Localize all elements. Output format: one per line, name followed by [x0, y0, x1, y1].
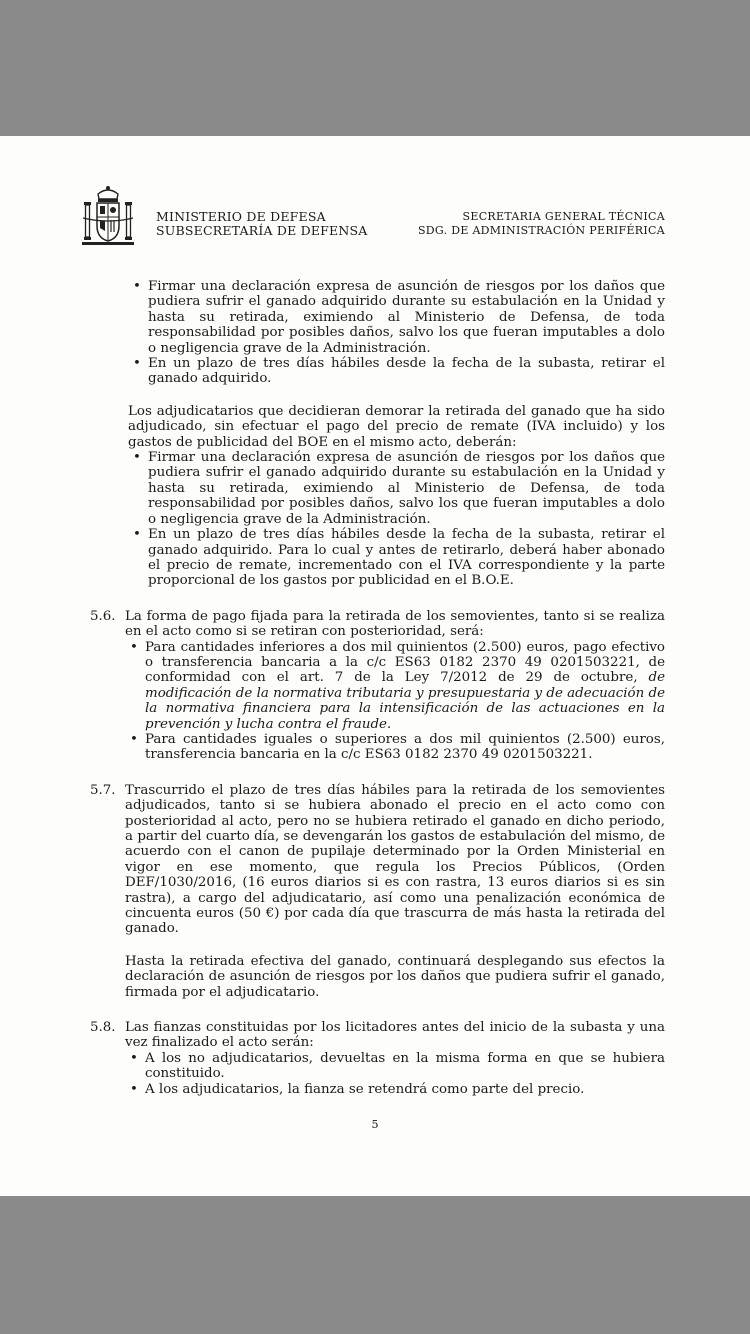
payment-bullet-list [125, 640, 665, 763]
list-item: • A los adjudicatarios, la fianza se retendrá como parte del precio. [125, 1082, 665, 1097]
section-5-6 [90, 609, 665, 763]
bond-bullet-list [125, 1051, 665, 1097]
secretariat-line-2: SDG. DE ADMINISTRACIÓN PERIFÉRICA [417, 224, 665, 237]
law-title: de modificación de la normativa tributaria y presupuestaria y de adecuación de la normativa financiera para la intensificación de las actuaciones en la prevención y lucha contra el fraude. [145, 670, 665, 732]
section-text-2: Hasta la retirada efectiva del ganado, continuará desplegando sus efectos la declaración de asunción de riesgos por los daños que pudiera sufrir el ganado, firmada por el adjudicatario. [125, 953, 665, 1000]
ministry-line-1: MINISTERIO DE DEFESA [156, 209, 326, 224]
section-number: 5.6. [90, 608, 116, 624]
list-item: • Firmar una declaración expresa de asunción de riesgos por los daños que pudiera sufrir el ganado adquirido durante su estabulación en la Unidad y hasta su retirada, eximiendo al Ministerio de Defensa, de toda responsabilidad por posibles daños, salvo los que fueran imputables a dolo o negligencia grave de la Administración. [128, 279, 665, 356]
list-item [125, 640, 665, 732]
deferred-paragraph: Los adjudicatarios que decidieran demorar la retirada del ganado que ha sido adjudicado, sin efectuar el pago del precio de remate (IVA incluido) y los gastos de publicidad del BOE en el mismo acto, deberán: [128, 403, 665, 450]
document-body [90, 279, 665, 1097]
list-item: • A los no adjudicatarios, devueltas en la misma forma en que se hubiera constituido. [125, 1051, 665, 1082]
spain-coat-of-arms-icon [80, 184, 136, 248]
page-number: 5 [371, 1118, 379, 1131]
list-item: • En un plazo de tres días hábiles desde la fecha de la subasta, retirar el ganado adquirido. [128, 356, 665, 387]
section-text: Trascurrido el plazo de tres días hábiles para la retirada de los semovientes adjudicados, tanto si se hubiera abonado el precio en el acto como con posterioridad al acto, pero no se hubiera retirado el ganado en dicho periodo, a partir del cuarto día, se devengarán los gastos de estabulación del mismo, de acuerdo con el canon de pupilaje determinado por la Orden Ministerial en vigor en ese momento, que regula los Precios Públicos, (Orden DEF/1030/2016, (16 euros diarios si es con rastra, 13 euros diarios si es sin rastra), a cargo del adjudicatario, así como una penalización económica de cincuenta euros (50 €) por cada día que trascurra de más hasta la retirada del ganado. [125, 782, 665, 937]
secretariat-line-1: SECRETARIA GENERAL TÉCNICA [462, 210, 665, 223]
section-5-8 [90, 1020, 665, 1097]
section-number: 5.8. [90, 1020, 116, 1036]
ministry-name [156, 210, 368, 238]
document-page [0, 136, 750, 1196]
section-text: La forma de pago fijada para la retirada de los semovientes, tanto si se realiza en el acto como si se retiran con posterioridad, será: [125, 608, 665, 640]
list-item: • Firmar una declaración expresa de asunción de riesgos por los daños que pudiera sufrir el ganado adquirido durante su estabulación en la Unidad y hasta su retirada, eximiendo al Ministerio de Defensa, de toda responsabilidad por posibles daños, salvo los que fueran imputables a dolo o negligencia grave de la Administración. [128, 450, 665, 527]
ministry-line-2: SUBSECRETARÍA DE DEFENSA [156, 223, 368, 238]
deferred-bullet-list [128, 450, 665, 589]
section-text: Las fianzas constituidas por los licitadores antes del inicio de la subasta y una vez finalizado el acto serán: [125, 1020, 665, 1051]
section-number: 5.7. [90, 782, 116, 798]
list-item: • Para cantidades iguales o superiores a dos mil quinientos (2.500) euros, transferencia bancaria en la c/c ES63 0182 2370 49 0201503221. [125, 732, 665, 763]
letterhead [80, 184, 665, 246]
section-5-7 [90, 783, 665, 1000]
bullet-text: Para cantidades inferiores a dos mil quinientos (2.500) euros, pago efectivo o transferencia bancaria a la c/c ES63 0182 2370 49 0201503221, de conformidad con el art. 7 de la Ley 7/2012 de 29 de octubre, [145, 639, 665, 686]
secretariat-name [418, 210, 665, 238]
intro-bullet-list [128, 279, 665, 387]
list-item: • En un plazo de tres días hábiles desde la fecha de la subasta, retirar el ganado adquirido. Para lo cual y antes de retirarlo, deberá haber abonado el precio de remate, incrementado con el IVA correspondiente y la parte proporcional de los gastos por publicidad en el B.O.E. [128, 527, 665, 589]
